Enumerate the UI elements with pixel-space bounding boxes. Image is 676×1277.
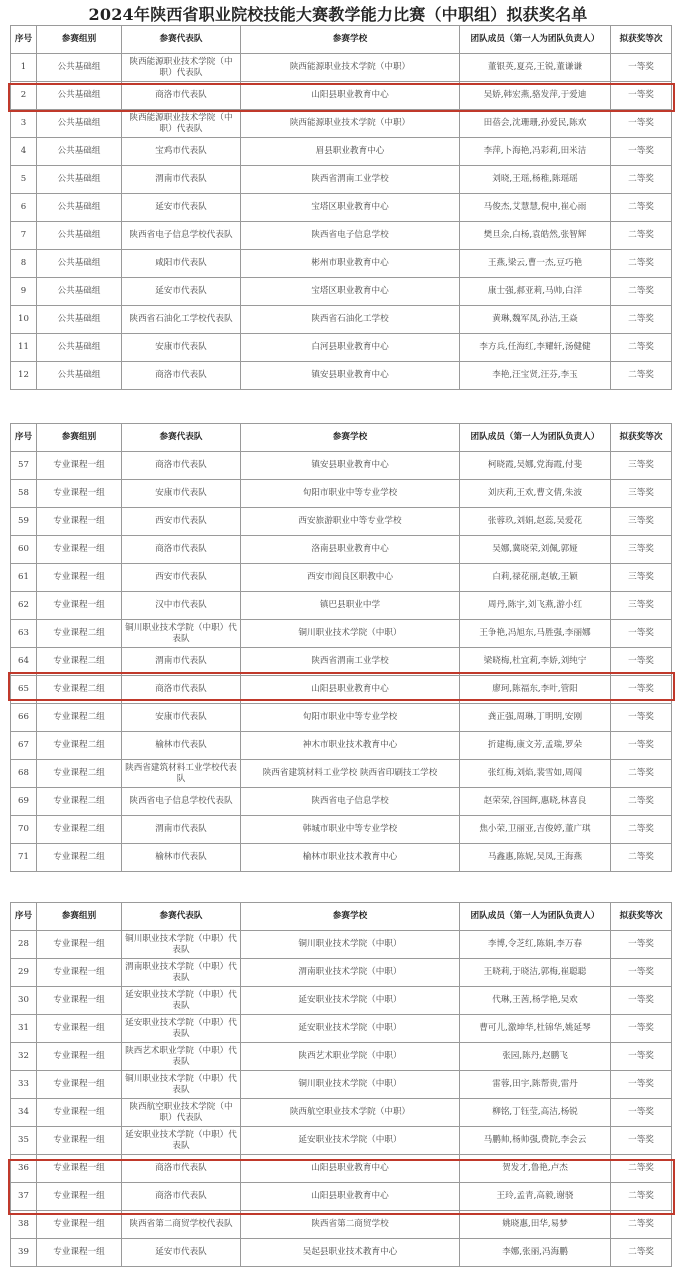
cell-team-members: 曹可儿,激坤华,杜锦华,姚延琴	[460, 1015, 611, 1043]
table-row	[11, 138, 672, 166]
cell-school: 延安职业技术学院（中职）	[241, 1127, 460, 1155]
cell-school: 白河县职业教育中心	[241, 334, 460, 362]
cell-competition-group: 专业课程二组	[37, 816, 122, 844]
cell-school: 镇安县职业教育中心	[241, 362, 460, 390]
table-row	[11, 1071, 672, 1099]
award-table-section-3	[10, 902, 672, 1267]
cell-row-number: 32	[11, 1043, 37, 1071]
cell-team-members: 马鹏帅,杨帅强,费院,李会云	[460, 1127, 611, 1155]
cell-competition-group: 专业课程一组	[37, 1099, 122, 1127]
cell-award-level: 三等奖	[611, 452, 672, 480]
cell-school: 陕西省电子信息学校	[241, 788, 460, 816]
header-school: 参赛学校	[241, 903, 460, 931]
header-school: 参赛学校	[241, 26, 460, 54]
cell-team: 延安职业技术学院（中职）代表队	[122, 987, 241, 1015]
cell-award-level: 二等奖	[611, 788, 672, 816]
cell-team-members: 吴娜,冀晓荣,刘佩,郭娅	[460, 536, 611, 564]
cell-competition-group: 专业课程一组	[37, 452, 122, 480]
cell-team-members: 马鑫惠,陈妮,吴凤,王海燕	[460, 844, 611, 872]
cell-team-members: 贺发才,鲁艳,卢杰	[460, 1155, 611, 1183]
cell-row-number: 37	[11, 1183, 37, 1211]
cell-competition-group: 专业课程一组	[37, 1127, 122, 1155]
cell-team-members: 焦小荣,卫丽亚,吉俊婷,董广琪	[460, 816, 611, 844]
cell-team-members: 梁晓梅,杜宜莉,李娇,刘纯宁	[460, 648, 611, 676]
cell-row-number: 1	[11, 54, 37, 82]
cell-team: 陕西能源职业技术学院（中职）代表队	[122, 54, 241, 82]
cell-team-members: 雷蓉,田宇,陈帮贵,雷丹	[460, 1071, 611, 1099]
cell-award-level: 一等奖	[611, 1043, 672, 1071]
cell-school: 宝塔区职业教育中心	[241, 278, 460, 306]
cell-team-members: 李娜,张丽,冯海鹏	[460, 1239, 611, 1267]
cell-school: 陕西省电子信息学校	[241, 222, 460, 250]
cell-team: 延安职业技术学院（中职）代表队	[122, 1127, 241, 1155]
cell-team-members: 柯晓霞,吴娜,党海霞,付斐	[460, 452, 611, 480]
cell-school: 陕西艺术职业学院（中职）	[241, 1043, 460, 1071]
cell-award-level: 二等奖	[611, 334, 672, 362]
cell-team: 铜川职业技术学院（中职）代表队	[122, 1071, 241, 1099]
header-award-level: 拟获奖等次	[611, 424, 672, 452]
cell-school: 延安职业技术学院（中职）	[241, 987, 460, 1015]
table-row	[11, 194, 672, 222]
cell-school: 榆林市职业技术教育中心	[241, 844, 460, 872]
cell-team: 延安职业技术学院（中职）代表队	[122, 1015, 241, 1043]
cell-team: 延安市代表队	[122, 1239, 241, 1267]
cell-team: 陕西能源职业技术学院（中职）代表队	[122, 110, 241, 138]
table-row	[11, 536, 672, 564]
table-row	[11, 306, 672, 334]
cell-competition-group: 专业课程二组	[37, 844, 122, 872]
cell-row-number: 61	[11, 564, 37, 592]
table-row	[11, 82, 672, 110]
cell-team-members: 周丹,陈宇,刘飞燕,游小红	[460, 592, 611, 620]
table-row	[11, 278, 672, 306]
cell-competition-group: 专业课程一组	[37, 1043, 122, 1071]
cell-team: 榆林市代表队	[122, 844, 241, 872]
cell-row-number: 11	[11, 334, 37, 362]
cell-school: 眉县职业教育中心	[241, 138, 460, 166]
table-header-row	[11, 424, 672, 452]
cell-row-number: 39	[11, 1239, 37, 1267]
cell-competition-group: 公共基础组	[37, 82, 122, 110]
cell-school: 铜川职业技术学院（中职）	[241, 1071, 460, 1099]
cell-competition-group: 公共基础组	[37, 278, 122, 306]
cell-team: 铜川职业技术学院（中职）代表队	[122, 931, 241, 959]
cell-school: 山阳县职业教育中心	[241, 676, 460, 704]
cell-team: 铜川职业技术学院（中职）代表队	[122, 620, 241, 648]
cell-competition-group: 专业课程二组	[37, 760, 122, 788]
table-row	[11, 362, 672, 390]
header-team: 参赛代表队	[122, 26, 241, 54]
cell-team-members: 李博,令芝红,陈娟,李万春	[460, 931, 611, 959]
cell-row-number: 64	[11, 648, 37, 676]
cell-row-number: 58	[11, 480, 37, 508]
cell-team: 商洛市代表队	[122, 1155, 241, 1183]
cell-team-members: 刘庆莉,王欢,曹文倩,朱波	[460, 480, 611, 508]
cell-award-level: 三等奖	[611, 592, 672, 620]
cell-team-members: 李方兵,任海红,李耀轩,汤健健	[460, 334, 611, 362]
cell-award-level: 一等奖	[611, 959, 672, 987]
cell-row-number: 68	[11, 760, 37, 788]
cell-school: 陕西能源职业技术学院（中职）	[241, 110, 460, 138]
cell-team: 陕西省电子信息学校代表队	[122, 222, 241, 250]
cell-school: 山阳县职业教育中心	[241, 1183, 460, 1211]
cell-team: 商洛市代表队	[122, 1183, 241, 1211]
cell-award-level: 一等奖	[611, 704, 672, 732]
cell-team: 陕西航空职业技术学院（中职）代表队	[122, 1099, 241, 1127]
cell-award-level: 一等奖	[611, 620, 672, 648]
table-row	[11, 844, 672, 872]
cell-school: 旬阳市职业中等专业学校	[241, 480, 460, 508]
cell-school: 宝塔区职业教育中心	[241, 194, 460, 222]
cell-school: 神木市职业技术教育中心	[241, 732, 460, 760]
table-row	[11, 110, 672, 138]
cell-row-number: 30	[11, 987, 37, 1015]
cell-team: 延安市代表队	[122, 194, 241, 222]
cell-competition-group: 专业课程一组	[37, 931, 122, 959]
cell-row-number: 33	[11, 1071, 37, 1099]
cell-competition-group: 专业课程一组	[37, 508, 122, 536]
cell-competition-group: 专业课程一组	[37, 1183, 122, 1211]
cell-row-number: 12	[11, 362, 37, 390]
cell-competition-group: 公共基础组	[37, 334, 122, 362]
cell-row-number: 65	[11, 676, 37, 704]
header-competition-group: 参赛组别	[37, 903, 122, 931]
page-title: 2024年陕西省职业院校技能大赛教学能力比赛（中职组）拟获奖名单	[88, 5, 588, 24]
cell-award-level: 三等奖	[611, 508, 672, 536]
cell-school: 山阳县职业教育中心	[241, 82, 460, 110]
cell-row-number: 62	[11, 592, 37, 620]
header-competition-group: 参赛组别	[37, 424, 122, 452]
cell-award-level: 一等奖	[611, 987, 672, 1015]
cell-award-level: 一等奖	[611, 1071, 672, 1099]
cell-team: 商洛市代表队	[122, 452, 241, 480]
cell-team-members: 姚晓惠,田华,易梦	[460, 1211, 611, 1239]
cell-competition-group: 专业课程二组	[37, 704, 122, 732]
cell-row-number: 63	[11, 620, 37, 648]
table-row	[11, 166, 672, 194]
cell-school: 陕西省石油化工学校	[241, 306, 460, 334]
cell-competition-group: 公共基础组	[37, 194, 122, 222]
cell-team: 商洛市代表队	[122, 676, 241, 704]
award-table-section-1	[10, 25, 672, 390]
table-row	[11, 931, 672, 959]
table-row	[11, 816, 672, 844]
cell-school: 西安旅游职业中等专业学校	[241, 508, 460, 536]
cell-award-level: 二等奖	[611, 222, 672, 250]
cell-award-level: 二等奖	[611, 250, 672, 278]
cell-school: 渭南职业技术学院（中职）	[241, 959, 460, 987]
cell-award-level: 三等奖	[611, 480, 672, 508]
table-row	[11, 564, 672, 592]
cell-team-members: 廖珂,陈福东,李叶,管阳	[460, 676, 611, 704]
cell-team: 渭南市代表队	[122, 816, 241, 844]
cell-team: 陕西省石油化工学校代表队	[122, 306, 241, 334]
table-row	[11, 704, 672, 732]
table-row	[11, 452, 672, 480]
cell-competition-group: 公共基础组	[37, 306, 122, 334]
cell-competition-group: 公共基础组	[37, 362, 122, 390]
cell-team: 商洛市代表队	[122, 362, 241, 390]
table-row	[11, 788, 672, 816]
cell-row-number: 70	[11, 816, 37, 844]
cell-school: 西安市阎良区职教中心	[241, 564, 460, 592]
cell-school: 延安职业技术学院（中职）	[241, 1015, 460, 1043]
cell-team: 西安市代表队	[122, 508, 241, 536]
cell-team-members: 吴娇,韩宏燕,骆发萍,于爱迪	[460, 82, 611, 110]
cell-row-number: 36	[11, 1155, 37, 1183]
cell-school: 吴起县职业技术教育中心	[241, 1239, 460, 1267]
table-row	[11, 480, 672, 508]
cell-row-number: 7	[11, 222, 37, 250]
cell-row-number: 57	[11, 452, 37, 480]
cell-row-number: 34	[11, 1099, 37, 1127]
cell-award-level: 三等奖	[611, 564, 672, 592]
cell-team: 陕西省第二商贸学校代表队	[122, 1211, 241, 1239]
cell-award-level: 二等奖	[611, 844, 672, 872]
cell-school: 陕西省渭南工业学校	[241, 648, 460, 676]
table-header-row	[11, 903, 672, 931]
cell-competition-group: 专业课程一组	[37, 1015, 122, 1043]
cell-team-members: 龚正强,周琳,丁明明,安刚	[460, 704, 611, 732]
cell-row-number: 28	[11, 931, 37, 959]
cell-team: 陕西省电子信息学校代表队	[122, 788, 241, 816]
cell-team-members: 李艳,汪宝贤,汪芬,李玉	[460, 362, 611, 390]
header-award-level: 拟获奖等次	[611, 26, 672, 54]
cell-row-number: 5	[11, 166, 37, 194]
header-team-members: 团队成员（第一人为团队负责人）	[460, 26, 611, 54]
cell-school: 铜川职业技术学院（中职）	[241, 620, 460, 648]
cell-team-members: 马俊杰,艾慧慧,倪申,崔心雨	[460, 194, 611, 222]
cell-team: 陕西省建筑材料工业学校代表队	[122, 760, 241, 788]
cell-row-number: 6	[11, 194, 37, 222]
table-row	[11, 1183, 672, 1211]
header-team: 参赛代表队	[122, 424, 241, 452]
cell-team: 安康市代表队	[122, 480, 241, 508]
cell-competition-group: 专业课程一组	[37, 1211, 122, 1239]
cell-competition-group: 专业课程二组	[37, 788, 122, 816]
cell-team: 商洛市代表队	[122, 82, 241, 110]
cell-award-level: 二等奖	[611, 194, 672, 222]
cell-row-number: 4	[11, 138, 37, 166]
award-table-section-2	[10, 423, 672, 872]
cell-row-number: 9	[11, 278, 37, 306]
cell-award-level: 一等奖	[611, 54, 672, 82]
table-row	[11, 987, 672, 1015]
cell-team-members: 代琳,王茜,杨学艳,吴欢	[460, 987, 611, 1015]
cell-competition-group: 公共基础组	[37, 250, 122, 278]
cell-school: 陕西能源职业技术学院（中职）	[241, 54, 460, 82]
header-team: 参赛代表队	[122, 903, 241, 931]
cell-team: 渭南市代表队	[122, 648, 241, 676]
cell-row-number: 31	[11, 1015, 37, 1043]
header-team-members: 团队成员（第一人为团队负责人）	[460, 903, 611, 931]
cell-competition-group: 专业课程二组	[37, 620, 122, 648]
cell-row-number: 67	[11, 732, 37, 760]
cell-award-level: 一等奖	[611, 648, 672, 676]
cell-row-number: 29	[11, 959, 37, 987]
cell-team: 陕西艺术职业学院（中职）代表队	[122, 1043, 241, 1071]
table-row	[11, 1155, 672, 1183]
table-row	[11, 592, 672, 620]
cell-team: 商洛市代表队	[122, 536, 241, 564]
cell-team: 渭南市代表队	[122, 166, 241, 194]
cell-team-members: 白莉,禄花丽,赵敏,王颖	[460, 564, 611, 592]
cell-team-members: 李萍,卜海艳,冯彩莉,田米洁	[460, 138, 611, 166]
cell-team: 安康市代表队	[122, 704, 241, 732]
cell-competition-group: 专业课程一组	[37, 959, 122, 987]
cell-school: 陕西航空职业技术学院（中职）	[241, 1099, 460, 1127]
table-row	[11, 250, 672, 278]
cell-competition-group: 公共基础组	[37, 166, 122, 194]
cell-award-level: 一等奖	[611, 1015, 672, 1043]
cell-team-members: 赵荣荣,谷国辉,惠晓,林喜良	[460, 788, 611, 816]
header-award-level: 拟获奖等次	[611, 903, 672, 931]
cell-school: 陕西省第二商贸学校	[241, 1211, 460, 1239]
header-row-number: 序号	[11, 26, 37, 54]
cell-award-level: 一等奖	[611, 676, 672, 704]
cell-row-number: 59	[11, 508, 37, 536]
cell-team: 宝鸡市代表队	[122, 138, 241, 166]
cell-competition-group: 公共基础组	[37, 110, 122, 138]
cell-competition-group: 专业课程一组	[37, 480, 122, 508]
header-row-number: 序号	[11, 424, 37, 452]
cell-school: 山阳县职业教育中心	[241, 1155, 460, 1183]
cell-team-members: 王玲,孟青,高毅,谢骁	[460, 1183, 611, 1211]
table-row	[11, 1211, 672, 1239]
cell-team-members: 樊旦余,白杨,袁皓然,张智辉	[460, 222, 611, 250]
header-team-members: 团队成员（第一人为团队负责人）	[460, 424, 611, 452]
table-row	[11, 732, 672, 760]
cell-team-members: 折建梅,康文芳,孟瑞,罗朵	[460, 732, 611, 760]
cell-team: 延安市代表队	[122, 278, 241, 306]
cell-team-members: 王燕,梁云,曹一杰,豆巧艳	[460, 250, 611, 278]
cell-team: 渭南职业技术学院（中职）代表队	[122, 959, 241, 987]
table-row	[11, 508, 672, 536]
table-row	[11, 620, 672, 648]
cell-team: 榆林市代表队	[122, 732, 241, 760]
cell-award-level: 二等奖	[611, 1239, 672, 1267]
cell-row-number: 71	[11, 844, 37, 872]
cell-team-members: 王晓莉,于晓洁,郭梅,崔聪聪	[460, 959, 611, 987]
cell-competition-group: 公共基础组	[37, 54, 122, 82]
cell-award-level: 一等奖	[611, 732, 672, 760]
cell-competition-group: 专业课程一组	[37, 1155, 122, 1183]
cell-school: 镇巴县职业中学	[241, 592, 460, 620]
cell-award-level: 二等奖	[611, 1183, 672, 1211]
header-competition-group: 参赛组别	[37, 26, 122, 54]
cell-competition-group: 专业课程二组	[37, 676, 122, 704]
cell-award-level: 二等奖	[611, 760, 672, 788]
cell-award-level: 二等奖	[611, 1211, 672, 1239]
cell-school: 彬州市职业教育中心	[241, 250, 460, 278]
cell-row-number: 10	[11, 306, 37, 334]
cell-row-number: 8	[11, 250, 37, 278]
cell-row-number: 69	[11, 788, 37, 816]
cell-award-level: 二等奖	[611, 306, 672, 334]
cell-team-members: 黄琳,魏军凤,孙洁,王焱	[460, 306, 611, 334]
cell-award-level: 二等奖	[611, 1155, 672, 1183]
table-row	[11, 1015, 672, 1043]
cell-team-members: 张园,陈丹,赵鹏飞	[460, 1043, 611, 1071]
cell-competition-group: 专业课程二组	[37, 648, 122, 676]
cell-team: 咸阳市代表队	[122, 250, 241, 278]
table-row	[11, 959, 672, 987]
cell-team-members: 王争艳,冯旭东,马胜强,李丽娜	[460, 620, 611, 648]
cell-school: 镇安县职业教育中心	[241, 452, 460, 480]
cell-award-level: 一等奖	[611, 82, 672, 110]
cell-team: 安康市代表队	[122, 334, 241, 362]
cell-award-level: 二等奖	[611, 278, 672, 306]
cell-competition-group: 公共基础组	[37, 222, 122, 250]
cell-team-members: 董银英,夏亮,王锐,董谦谦	[460, 54, 611, 82]
cell-award-level: 二等奖	[611, 362, 672, 390]
cell-award-level: 一等奖	[611, 110, 672, 138]
cell-team-members: 张红梅,刘焰,裴雪如,周闯	[460, 760, 611, 788]
cell-team: 汉中市代表队	[122, 592, 241, 620]
cell-team-members: 张蓉玖,刘娟,赵蕊,吴爱花	[460, 508, 611, 536]
cell-competition-group: 专业课程一组	[37, 536, 122, 564]
cell-school: 韩城市职业中等专业学校	[241, 816, 460, 844]
cell-row-number: 35	[11, 1127, 37, 1155]
cell-award-level: 一等奖	[611, 931, 672, 959]
cell-award-level: 二等奖	[611, 816, 672, 844]
table-row	[11, 54, 672, 82]
cell-team-members: 田蓓会,沈珊珊,孙爱民,陈欢	[460, 110, 611, 138]
cell-award-level: 一等奖	[611, 138, 672, 166]
cell-competition-group: 公共基础组	[37, 138, 122, 166]
table-row	[11, 1239, 672, 1267]
table-row	[11, 334, 672, 362]
cell-competition-group: 专业课程一组	[37, 564, 122, 592]
table-row	[11, 1099, 672, 1127]
cell-row-number: 2	[11, 82, 37, 110]
cell-school: 旬阳市职业中等专业学校	[241, 704, 460, 732]
cell-competition-group: 专业课程一组	[37, 592, 122, 620]
cell-team-members: 康士强,郝亚莉,马帅,白洋	[460, 278, 611, 306]
cell-award-level: 三等奖	[611, 536, 672, 564]
cell-team-members: 刘晓,王瑶,杨稚,陈瑶瑶	[460, 166, 611, 194]
header-row-number: 序号	[11, 903, 37, 931]
cell-row-number: 3	[11, 110, 37, 138]
table-row	[11, 760, 672, 788]
cell-competition-group: 专业课程一组	[37, 987, 122, 1015]
cell-team: 西安市代表队	[122, 564, 241, 592]
table-row	[11, 648, 672, 676]
cell-competition-group: 专业课程二组	[37, 732, 122, 760]
table-row	[11, 1043, 672, 1071]
cell-competition-group: 专业课程一组	[37, 1239, 122, 1267]
cell-team-members: 柳铭,丁钰莹,高洁,杨锐	[460, 1099, 611, 1127]
table-row	[11, 1127, 672, 1155]
cell-award-level: 一等奖	[611, 1099, 672, 1127]
cell-row-number: 60	[11, 536, 37, 564]
cell-award-level: 二等奖	[611, 166, 672, 194]
cell-row-number: 66	[11, 704, 37, 732]
cell-row-number: 38	[11, 1211, 37, 1239]
cell-school: 陕西省建筑材料工业学校 陕西省印刷技工学校	[241, 760, 460, 788]
cell-school: 洛南县职业教育中心	[241, 536, 460, 564]
table-row	[11, 676, 672, 704]
table-row	[11, 222, 672, 250]
header-school: 参赛学校	[241, 424, 460, 452]
cell-school: 陕西省渭南工业学校	[241, 166, 460, 194]
cell-award-level: 一等奖	[611, 1127, 672, 1155]
cell-competition-group: 专业课程一组	[37, 1071, 122, 1099]
cell-school: 铜川职业技术学院（中职）	[241, 931, 460, 959]
table-header-row	[11, 26, 672, 54]
